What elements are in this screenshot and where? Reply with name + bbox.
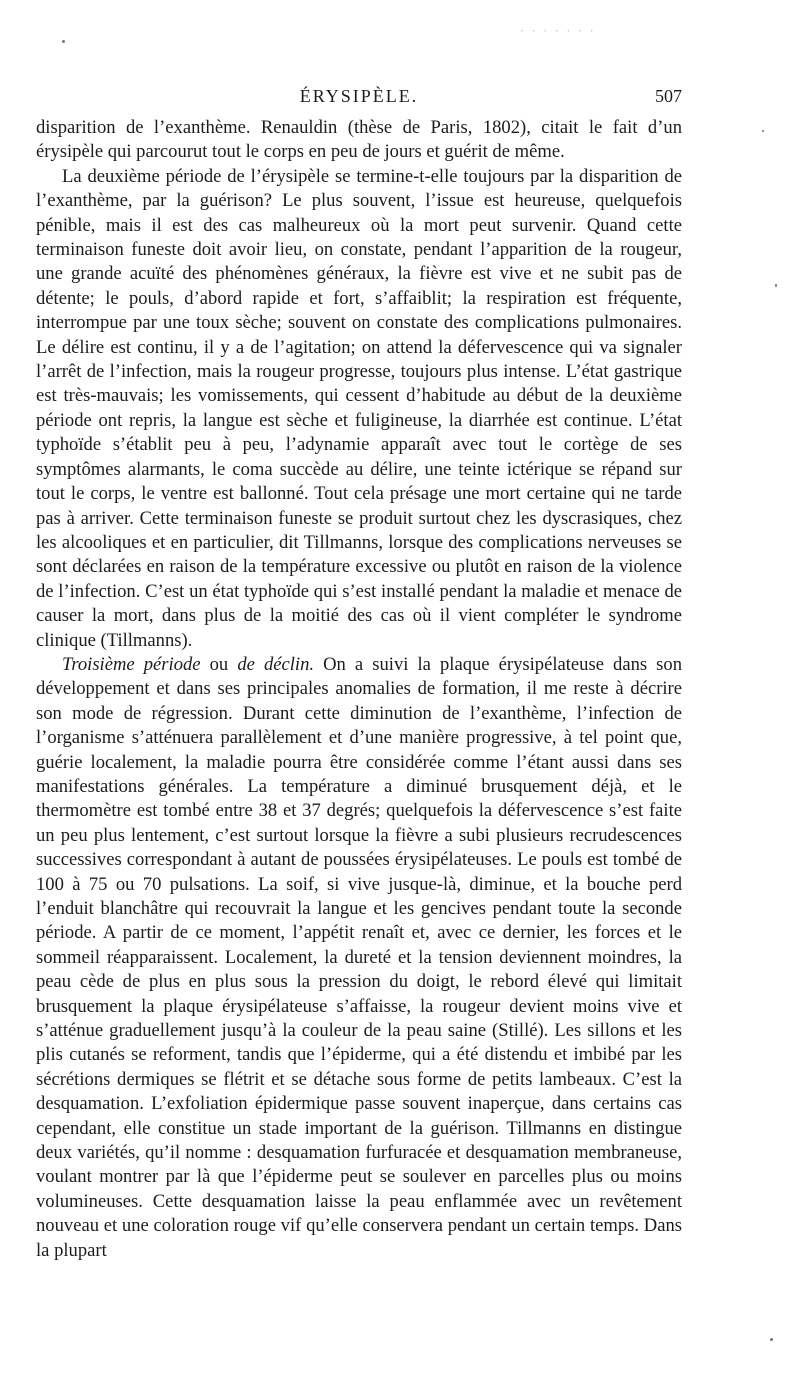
- body-text: [36, 116, 682, 1263]
- scan-speck: [762, 130, 764, 132]
- section-lead-italic-2: de déclin.: [237, 653, 315, 675]
- running-head: ÉRYSIPÈLE.: [299, 86, 419, 106]
- section-lead-italic: Troisième période: [62, 653, 201, 675]
- paragraph-text: disparition de l’exanthème. Renauldin (thèse de Paris, 1802), citait le fait d’un érysipèle qui parcourut tout le corps en peu de jours et guérit de même.: [36, 117, 682, 163]
- paragraph-text: On a suivi la plaque érysipélateuse dans son développement et dans ses principales anomalies de formation, il me reste à décrire son mode de régression. Durant cette diminution de l’exanthème, l’infection de l’organisme s’atténuera parallèlement et d’une manière progressive, à tel point que, guérie localement, la maladie pourra être considérée comme l’étant aussi dans ses manifestations générales. La température a diminué brusquement déjà, et le thermomètre est tombé entre 38 et 37 degrés; quelquefois la défervescence s’est faite un peu plus lentement, c’est surtout lorsque la fièvre a subi plusieurs recrudescences successives correspondant à autant de poussées érysipélateuses. Le pouls est tombé de 100 à 75 ou 70 pulsations. La soif, si vive jusque-là, diminue, et la bouche perd l’enduit blanchâtre qui recouvrait la langue et les gencives pendant toute la seconde période. A partir de ce moment, l’appétit renaît et, avec ce dernier, les forces et le sommeil réapparaissent. Localement, la dureté et la tension deviennent moindres, la peau cède de plus en plus sous la pression du doigt, le rebord élevé qui limitait brusquement la plaque érysipélateuse s’affaisse, la rougeur devient moins vive et s’atténue graduellement jusqu’à la couleur de la peau saine (Stillé). Les sillons et les plis cutanés se reforment, tandis que l’épiderme, qui a été distendu et imbibé par les sécrétions dermiques se flétrit et se détache sous forme de petits lambeaux. C’est la desquamation. L’exfoliation épidermique passe souvent inaperçue, dans certains cas cependant, elle constitue un stade important de la guérison. Tillmanns en distingue deux variétés, qu’il nomme : desquamation furfuracée et desquamation membraneuse, voulant montrer par là que l’épiderme peut se soulever en parcelles plus ou moins volumineuses. Cette desquamation laisse la peau enflammée avec un revêtement nouveau et une coloration rouge vif qu’elle conservera pendant un certain temps. Dans la plupart: [36, 653, 683, 1261]
- page-header: [36, 86, 682, 112]
- paragraph-third-period: [36, 653, 682, 1263]
- section-lead-connector: ou: [200, 653, 238, 675]
- paragraph-text: La deuxième période de l’érysipèle se termine-t-elle toujours par la disparition de l’exanthème, par la guérison? Le plus souvent, l’issue est heureuse, quelquefois pénible, mais il est des cas malheureux où la mort peut survenir. Quand cette terminaison funeste doit avoir lieu, on constate, pendant l’apparition de la rougeur, une grande acuïté des phénomènes généraux, la fièvre est vive et ne subit pas de détente; le pouls, d’abord rapide et fort, s’affaiblit; la respiration est fréquente, interrompue par une toux sèche; souvent on constate des complications pulmonaires. Le délire est continu, il y a de l’agitation; on attend la défervescence qui va signaler l’arrêt de l’infection, mais la rougeur progresse, toujours plus intense. L’état gastrique est très-mauvais; les vomissements, qui cessent d’habitude au début de la deuxième période ont repris, la langue est sèche et fuligineuse, la diarrhée est continue. L’état typhoïde s’établit peu à peu, l’adynamie apparaît avec tout le cortège de ses symptômes alarmants, le coma succède au délire, une teinte ictérique se répand sur tout le corps, le ventre est ballonné. Tout cela présage une mort certaine qui ne tarde pas à arriver. Cette terminaison funeste se produit surtout chez les dyscrasiques, chez les alcooliques et en particulier, dit Tillmanns, lorsque des complications nerveuses se sont déclarées en raison de la température excessive ou plutôt en raison de la violence de l’infection. C’est un état typhoïde qui s’est installé pendant la maladie et menace de causer la mort, dans plus de la moitié des cas où il vient compléter le syndrome clinique (Tillmanns).: [36, 165, 682, 651]
- paragraph-second-period: [36, 165, 682, 653]
- page-number: 507: [655, 86, 682, 106]
- scan-noise-top: · · · · · · ·: [520, 24, 596, 38]
- scan-speck: [775, 284, 777, 287]
- scan-speck: [62, 40, 65, 43]
- paragraph-continued: [36, 116, 682, 165]
- scan-speck: [770, 1338, 773, 1341]
